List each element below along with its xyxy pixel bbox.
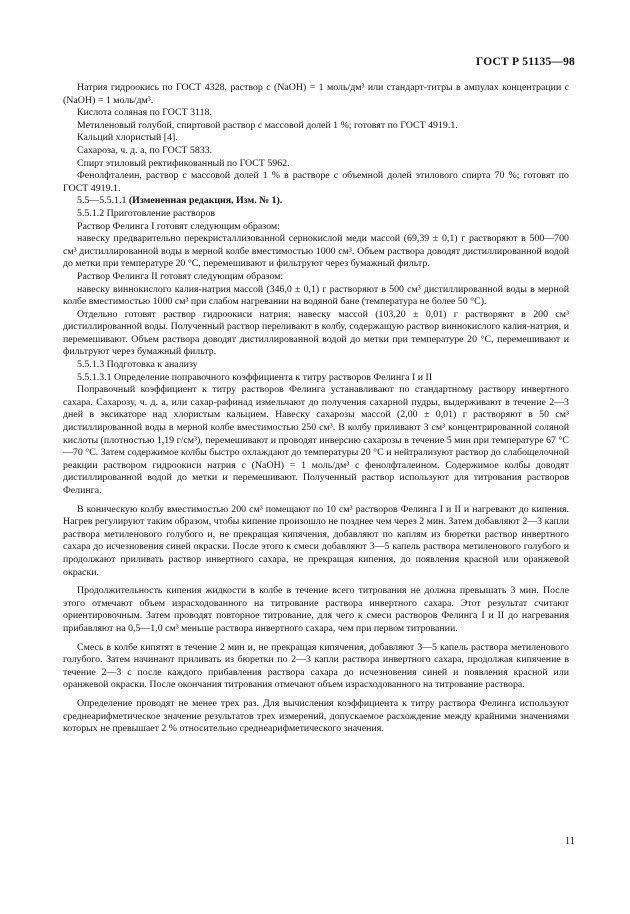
standard-code-header: ГОСТ Р 51135—98 <box>476 56 575 68</box>
clause-number: 5.5—5.5.1.1 <box>77 195 127 207</box>
document-body <box>63 82 569 736</box>
section-heading: 5.5.1.2 Приготовление растворов <box>77 207 216 219</box>
paragraph: Метиленовый голубой, спиртовой раствор с массовой долей 1 %; готовят по ГОСТ 4919.1. <box>77 119 458 131</box>
amendment-line <box>63 195 569 208</box>
paragraph: Спирт этиловый ректификованный по ГОСТ 5962. <box>77 157 290 169</box>
paragraph: Смесь в колбе кипятят в течение 2 мин и, не прекращая кипячения, добавляют 3—5 капель раствора метиленового голубого. Затем начинают приливать из бюретки по 2—3 капли раствора инвертного сахара, продолжая кипячение в течение 2—3 с после каждого прибавления раствора сахара до исчезновения синей и появления красной или оранжевой окраски. После окончания титрования отмечают объем израсходованного на титрование раствора. <box>63 641 569 691</box>
paragraph: Поправочный коэффициент к титру растворов Фелинга устанавливают по стандартному раствору инвертного сахара. Сахарозу, ч. д. а, или сахар-рафинад измельчают до получения сахарной пудры, выдерживают в течение 2—3 дней в эксикаторе над хлористым кальцием. Навеску сахарозы массой (2,00 ± 0,01) г растворяют в 50 см³ дистиллированной воды в мерной колбе вместимостью 250 см³. В колбу приливают 3 см³ концентрированной соляной кислоты (плотностью 1,19 г/см³), перемешивают и проводят инверсию сахарозы в течение 5 мин при температуре 67 °С—70 °С. Затем содержимое колбы быстро охлаждают до температуры 20 °С и нейтрализуют раствор до слабощелочной реакции раствором гидроокиси натрия c (NaOH) = 1 моль/дм³ с фенолфталеином. Содержимое колбы доводят дистиллированной водой до метки и перемешивают. Полученный раствор используют для титрования растворов Фелинга. <box>63 384 569 496</box>
section-heading: 5.5.1.3.1 Определение поправочного коэффициента к титру растворов Фелинга I и II <box>77 371 433 383</box>
paragraph: Сахароза, ч. д. а, по ГОСТ 5833. <box>77 144 213 156</box>
paragraph: Натрия гидроокись по ГОСТ 4328, раствор c (NaOH) = 1 моль/дм³ или стандарт-титры в ампулах концентрации c (NaOH) = 1 моль/дм³. <box>63 82 569 106</box>
page-number: 11 <box>564 836 575 847</box>
paragraph: В коническую колбу вместимостью 200 см³ помещают по 10 см³ растворов Фелинга I и II и нагревают до кипения. Нагрев регулируют таким образом, чтобы кипение произошло не позднее чем через 2 мин. Затем добавляют 2—3 капли раствора метиленового голубого и, не прекращая кипячения, добавляют по каплям из бюретки раствор инвертного сахара до исчезновения синей окраски. После этого к смеси добавляют 3—5 капель раствора метиленового голубого и продолжают приливать раствор инвертного сахара, не прекращая кипения, до появления красной или оранжевой окраски. <box>63 503 569 578</box>
paragraph: Продолжительность кипения жидкости в колбе в течение всего титрования не должна превышать 3 мин. После этого отмечают объем израсходованного на титрование раствора инвертного сахара. Этот результат считают ориентировочным. Затем проводят повторное титрование, для чего к смеси растворов Фелинга I и II до нагревания прибавляют на 0,5—1,0 см³ меньше раствора инвертного сахара, чем при первом титровании. <box>63 585 569 634</box>
paragraph: Отдельно готовят раствор гидроокиси натрия: навеску массой (103,20 ± 0,01) г растворяют в 200 см³ дистиллированной воды. Полученный раствор переливают в колбу, содержащую раствор виннокислого калия-натрия, и перемешивают. Объем раствора доводят дистиллированной водой до метки при температуре 20 °С, перемешивают и фильтруют через бумажный фильтр. <box>63 308 569 358</box>
document-page <box>63 0 575 914</box>
paragraph: навеску виннокислого калия-натрия массой (346,0 ± 0,1) г растворяют в 500 см³ дистиллированной воды в мерной колбе вместимостью 1000 см³ при слабом нагревании на водяной бане (температура не более 50 °С). <box>63 283 569 308</box>
paragraph: Раствор Фелинга I готовят следующим образом: <box>77 220 280 232</box>
paragraph: навеску предварительно перекристаллизованной сернокислой меди массой (69,39 ± 0,1) г растворяют в 500—700 см³ дистиллированной воды в мерной колбе вместимостью 1000 см³. Объем раствора доводят дистиллированной водой до метки при температуре 20 °С, перемешивают и фильтруют через бумажный фильтр. <box>63 233 569 270</box>
paragraph: Кальций хлористый [4]. <box>77 132 178 144</box>
paragraph: Фенолфталеин, раствор с массовой долей 1 % в растворе с объемной долей этилового спирта 70 %; готовят по ГОСТ 4919.1. <box>63 170 569 194</box>
amendment-note: (Измененная редакция, Изм. № 1). <box>128 195 283 207</box>
paragraph: Определение проводят не менее трех раз. Для вычисления коэффициента к титру раствора Фелинга используют среднеарифметическое значение результатов трех измерений, допускаемое расхождение между крайними значениями которых не превышает 2 % относительно среднеарифметического значения. <box>63 697 569 735</box>
paragraph: Раствор Фелинга II готовят следующим образом: <box>77 270 284 282</box>
paragraph: Кислота соляная по ГОСТ 3118. <box>77 107 212 119</box>
section-heading: 5.5.1.3 Подготовка к анализу <box>77 359 198 371</box>
